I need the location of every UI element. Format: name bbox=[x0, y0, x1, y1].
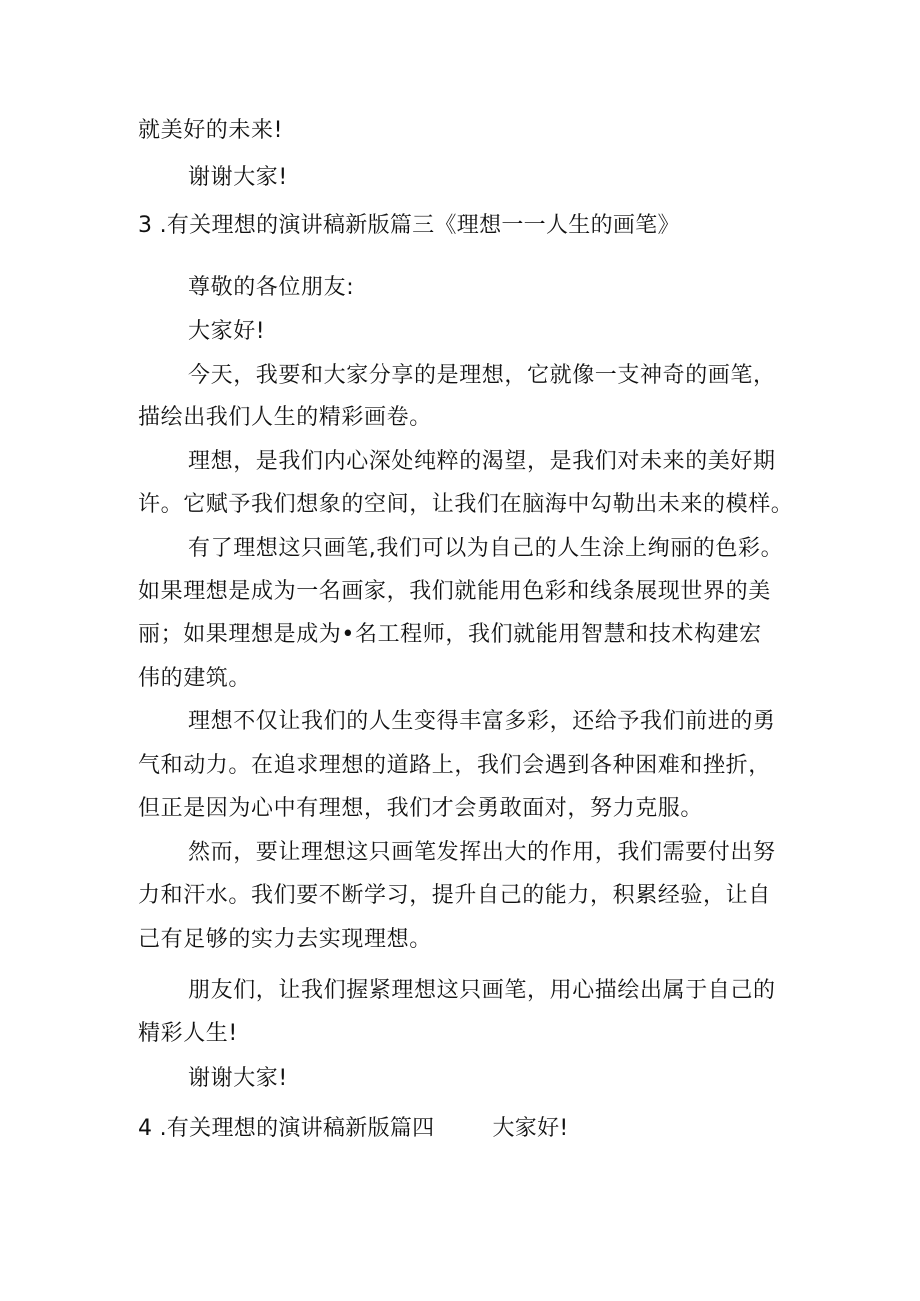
text-line: 如果理想是成为一名画家，我们就能用色彩和线条展现世界的美 bbox=[138, 579, 771, 604]
heading-title: 4 .有关理想的演讲稿新版篇四 bbox=[138, 1116, 435, 1141]
text-line: 尊敬的各位朋友: bbox=[188, 275, 355, 300]
text-line: 大家好! bbox=[188, 319, 266, 344]
section-heading: 3 .有关理想的演讲稿新版篇三《理想一一人生的画笔》 bbox=[138, 213, 680, 238]
text-line: 许。它赋予我们想象的空间，让我们在脑海中勾勒出未来的模样。 bbox=[138, 492, 794, 517]
text-line: 气和动力。在追求理想的道路上，我们会遇到各种困难和挫折， bbox=[138, 753, 771, 778]
text-line: 朋友们，让我们握紧理想这只画笔，用心描绘出属于自己的 bbox=[188, 978, 776, 1003]
text-line: 有了理想这只画笔,我们可以为自己的人生涂上绚丽的色彩。 bbox=[188, 536, 784, 561]
text-line: 今天，我要和大家分享的是理想，它就像一支神奇的画笔， bbox=[188, 363, 776, 388]
text-line: 伟的建筑。 bbox=[138, 666, 252, 691]
text-line: 就美好的未来! bbox=[138, 118, 284, 143]
text-line: 理想不仅让我们的人生变得丰富多彩，还给予我们前进的勇 bbox=[188, 709, 776, 734]
text-line: 己有足够的实力去实现理想。 bbox=[138, 927, 432, 952]
text-line: 力和汗水。我们要不断学习，提升自己的能力，积累经验，让自 bbox=[138, 883, 771, 908]
text-line: 谢谢大家! bbox=[188, 165, 288, 190]
section-heading bbox=[138, 1114, 569, 1144]
text-line: 精彩人生! bbox=[138, 1021, 238, 1046]
text-line: 描绘出我们人生的精彩画卷。 bbox=[138, 405, 432, 430]
text-line: 但正是因为心中有理想，我们才会勇敢面对，努力克服。 bbox=[138, 796, 704, 821]
text-line: 然而，要让理想这只画笔发挥出大的作用，我们需要付出努 bbox=[188, 840, 776, 865]
text-line: 丽；如果理想是成为•名工程师，我们就能用智慧和技术构建宏 bbox=[138, 622, 762, 647]
heading-tail: 大家好! bbox=[492, 1116, 569, 1141]
text-line: 谢谢大家! bbox=[188, 1066, 288, 1091]
text-line: 理想，是我们内心深处纯粹的渴望，是我们对未来的美好期 bbox=[188, 449, 776, 474]
